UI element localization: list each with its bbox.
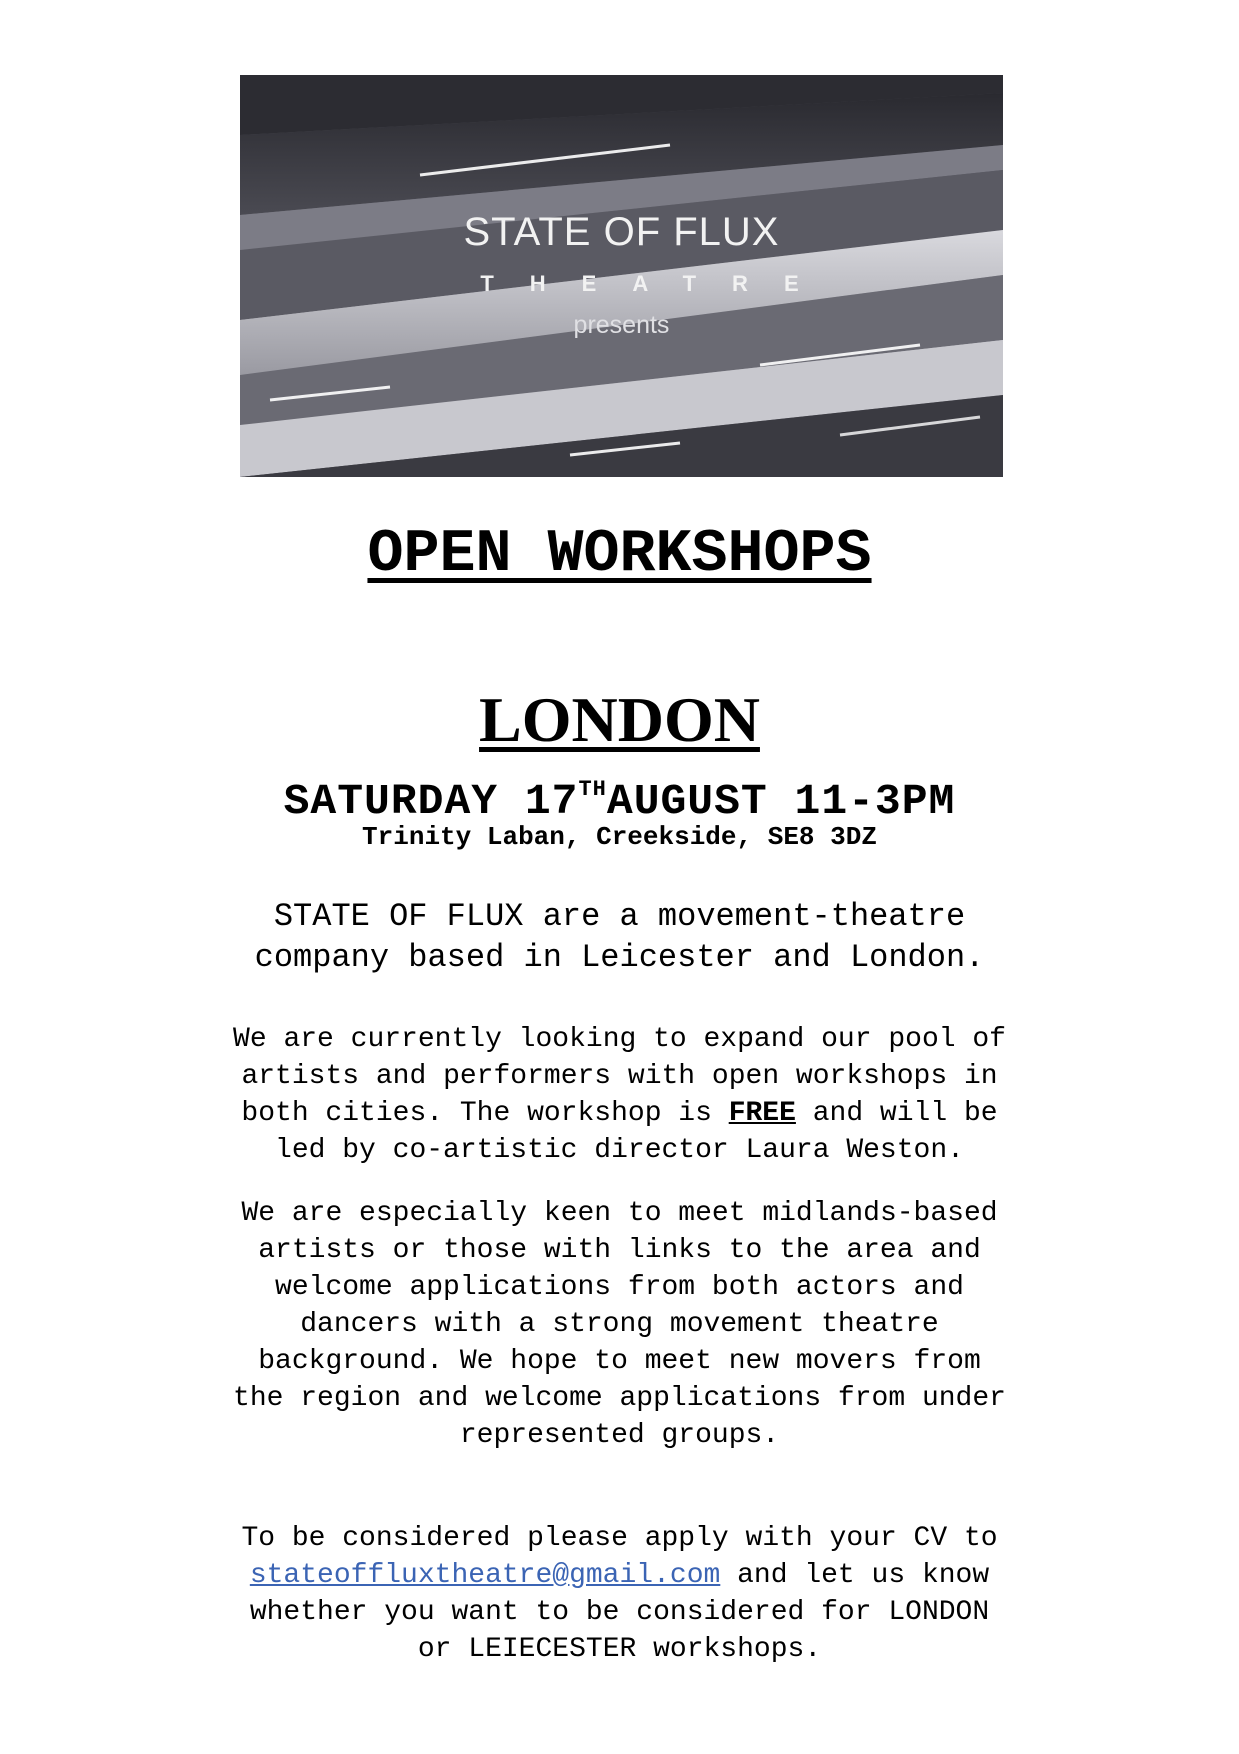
event-date xyxy=(0,764,1239,828)
paragraph-line: We are currently looking to expand our pool of xyxy=(233,1024,1006,1055)
intro-text xyxy=(0,896,1239,978)
paragraph-line: To be considered please apply with your CV to xyxy=(241,1523,998,1554)
banner-image xyxy=(240,75,1003,477)
paragraph-apply xyxy=(0,1520,1239,1668)
paragraph-midlands xyxy=(0,1195,1239,1454)
paragraph-expand-pool xyxy=(0,1021,1239,1169)
paragraph-line: represented groups. xyxy=(459,1420,780,1451)
logo-name: STATE OF FLUX xyxy=(463,210,780,254)
logo-presents: presents xyxy=(573,311,670,339)
paragraph-line: the region and welcome applications from under xyxy=(233,1383,1006,1414)
line-text: and let us know xyxy=(720,1560,990,1591)
paragraph-line: led by co-artistic director Laura Weston. xyxy=(275,1135,964,1166)
intro-line: STATE OF FLUX are a movement-theatre xyxy=(273,898,966,935)
city-heading: LONDON xyxy=(479,684,760,755)
date-day: SATURDAY 17 xyxy=(283,777,579,826)
date-rest: AUGUST 11-3PM xyxy=(606,777,956,826)
venue-address: Trinity Laban, Creekside, SE8 3DZ xyxy=(362,822,877,852)
paragraph-line: dancers with a strong movement theatre xyxy=(300,1309,939,1340)
paragraph-line: or LEIECESTER workshops. xyxy=(417,1634,822,1665)
paragraph-line: artists or those with links to the area and xyxy=(258,1235,981,1266)
paragraph-line xyxy=(0,1095,1239,1132)
paragraph-line: welcome applications from both actors and xyxy=(275,1272,964,1303)
paragraph-line: artists and performers with open workshops in xyxy=(241,1061,998,1092)
paragraph-line xyxy=(0,1557,1239,1594)
paragraph-line: background. We hope to meet new movers from xyxy=(258,1346,981,1377)
paragraph-line: whether you want to be considered for LONDON xyxy=(249,1597,990,1628)
intro-line: company based in Leicester and London. xyxy=(254,939,985,976)
logo-sub: THEATRE xyxy=(480,271,835,296)
page-title: OPEN WORKSHOPS xyxy=(367,521,872,589)
line-text: and will be xyxy=(795,1098,998,1129)
email-link[interactable]: stateoffluxtheatre@gmail.com xyxy=(249,1560,721,1591)
paragraph-line: We are especially keen to meet midlands-based xyxy=(241,1198,998,1229)
date-ordinal: TH xyxy=(578,777,607,802)
line-text: both cities. The workshop is xyxy=(241,1098,729,1129)
free-emphasis: FREE xyxy=(728,1098,796,1129)
